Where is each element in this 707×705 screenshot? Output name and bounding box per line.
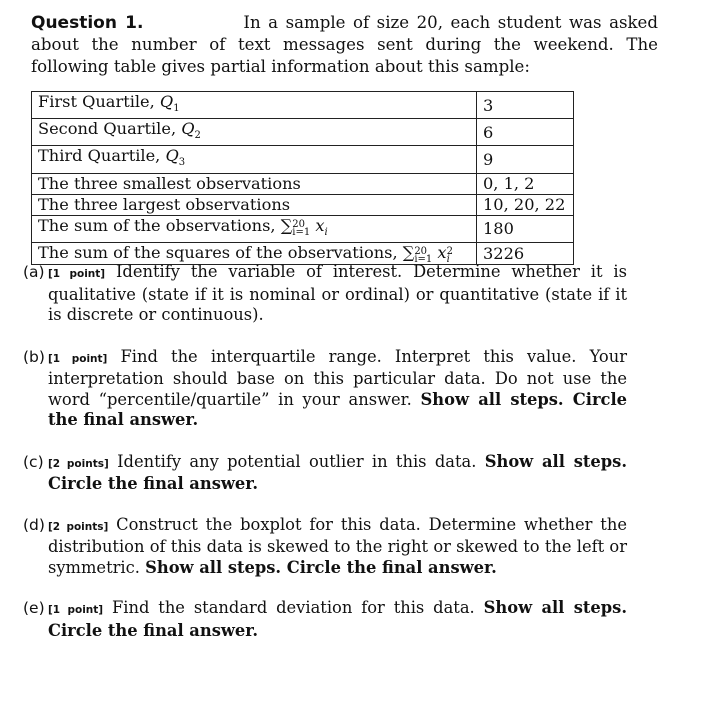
- table-row: [32, 215, 574, 242]
- part-text: Identify any potential outlier in this data.: [117, 451, 477, 471]
- points-badge: [2 points]: [48, 457, 109, 470]
- points-badge: [2 points]: [48, 520, 109, 533]
- table-cell-value: 180: [477, 215, 574, 242]
- part-text: Identify the variable of interest. Determine whether it is qualitative (state if it is nominal or ordinal) or quantitative (state if it is discrete or continuous).: [48, 262, 627, 324]
- table-cell-label: The three largest observations: [32, 194, 477, 215]
- table-row: [32, 119, 574, 146]
- table-row: [32, 194, 574, 215]
- part-d: [23, 515, 627, 579]
- table-cell-value: 0, 1, 2: [477, 173, 574, 194]
- part-instruction: Show all steps. Circle the final answer.: [48, 389, 627, 429]
- question-intro: [31, 12, 658, 78]
- table-cell-label: The sum of the squares of the observations, ∑ 20 i=1 x 2 i: [32, 242, 477, 264]
- part-letter: (a): [23, 263, 45, 281]
- table-cell-value: 6: [477, 119, 574, 146]
- table-cell-label: Second Quartile, $Q_2$: [32, 119, 477, 146]
- table-cell-value: 10, 20, 22: [477, 194, 574, 215]
- part-e: [23, 598, 627, 641]
- table-cell-label: First Quartile, $Q_1$: [32, 92, 477, 119]
- table-cell-label: Third Quartile, $Q_3$: [32, 146, 477, 173]
- summary-table: [31, 91, 574, 265]
- table-cell-value: 3226: [477, 242, 574, 264]
- question-parts: [23, 262, 627, 641]
- table-row: [32, 146, 574, 173]
- part-instruction: Show all steps. Circle the final answer.: [48, 451, 627, 493]
- part-c: [23, 452, 627, 495]
- question-intro-text: In a sample of size 20, each student was asked about the number of text messages sent during the weekend. The following table gives partial information about this sample:: [31, 13, 658, 76]
- question-label: Question 1.: [31, 13, 144, 33]
- question-page: [31, 12, 658, 265]
- part-letter: (e): [23, 599, 45, 617]
- part-letter: (d): [23, 515, 45, 534]
- part-b: [23, 347, 627, 431]
- table-cell-label: The sum of the observations, ∑ 20 i=1 $x_i$: [32, 215, 477, 242]
- points-badge: [1 point]: [48, 604, 104, 616]
- table-row: [32, 173, 574, 194]
- table-cell-value: 3: [477, 92, 574, 119]
- table-row: [32, 92, 574, 119]
- part-instruction: Show all steps. Circle the final answer.: [48, 598, 628, 640]
- points-badge: [1 point]: [48, 352, 108, 365]
- part-text: Find the standard deviation for this data.: [111, 598, 475, 617]
- part-instruction: Show all steps. Circle the final answer.: [145, 557, 497, 577]
- points-badge: [1 point]: [48, 268, 106, 280]
- part-text: Find the interquartile range. Interpret this value. Your interpretation should base on this particular data. Do not use the word “percentile/quartile” in your answer.: [48, 346, 627, 409]
- part-letter: (b): [23, 347, 45, 366]
- table-cell-value: 9: [477, 146, 574, 173]
- part-letter: (c): [23, 452, 44, 471]
- part-a: [23, 262, 627, 326]
- table-cell-label: The three smallest observations: [32, 173, 477, 194]
- part-text: Construct the boxplot for this data. Determine whether the distribution of this data is skewed to the right or skewed to the left or symmetric.: [48, 514, 627, 577]
